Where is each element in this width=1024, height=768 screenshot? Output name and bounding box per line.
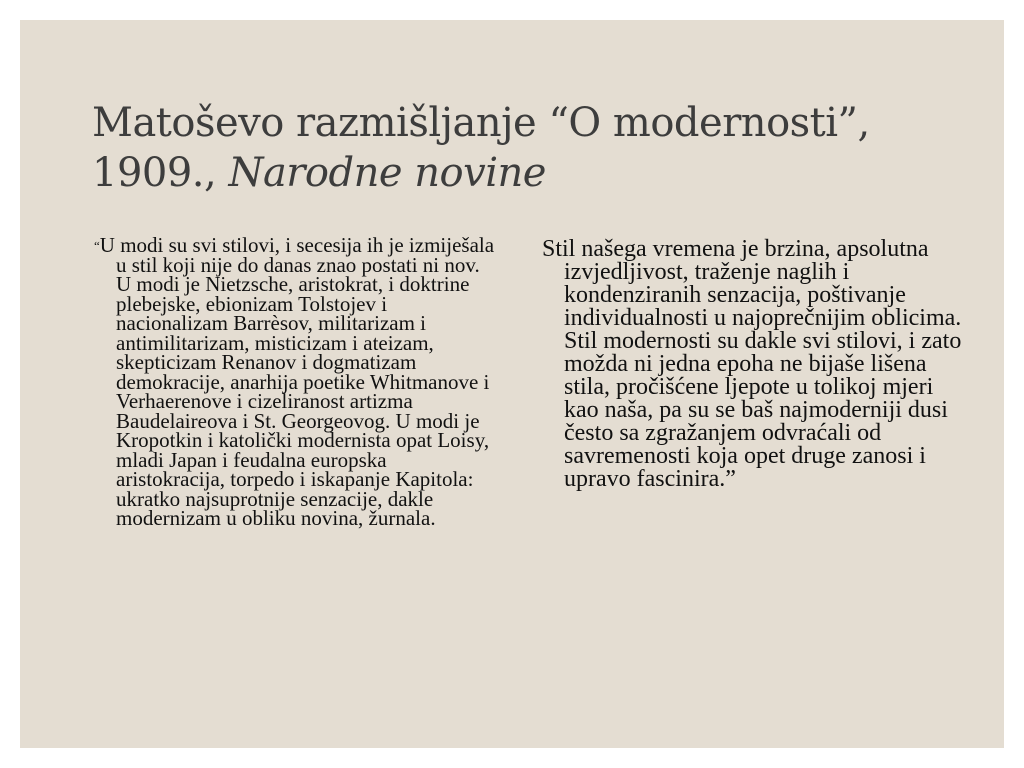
slide-title-italic: Narodne novine xyxy=(228,150,546,196)
slide xyxy=(20,20,1004,748)
slide-title xyxy=(92,98,972,198)
right-quote-paragraph xyxy=(542,236,964,492)
left-quote-paragraph xyxy=(94,233,496,530)
right-quote-text: Stil našega vremena je brzina, apsolutna izvjedljivost, traženje naglih i kondenziranih senzacija, poštivanje individualnosti u najoprečnijim oblicima. Stil modernosti su dakle svi stilovi, i zato možda ni jedna epoha ne bijaše lišena stila, pročišćene ljepote u tolikoj mjeri kao naša, pa su se baš najmoderniji dusi često sa zgražanjem odvraćali od savremenosti koja opet druge zanosi i upravo fascinira.” xyxy=(542,236,962,492)
slide-title-main: Matoševo razmišljanje “O modernosti”, 1909., xyxy=(92,100,870,196)
opening-quote-mark: “ xyxy=(94,238,100,253)
left-quote-text: U modi su svi stilovi, i secesija ih je izmiješala u stil koji nije do danas znao postati ni nov. U modi je Nietzsche, aristokrat, i doktrine plebejske, ebionizam Tolstojev i nacionalizam Barrèsov, militarizam i antimilitarizam, misticizam i ateizam, skepticizam Renanov i dogmatizam demokracije, anarhija poetike Whitmanove i Verhaerenove i cizeliranost artizma Baudelaireova i St. Georgeovog. U modi je Kropotkin i katolički modernista opat Loisy, mladi Japan i feudalna europska aristokracija, torpedo i iskapanje Kapitola: ukratko najsuprotnije senzacije, dakle modernizam u obliku novina, žurnala. xyxy=(99,233,495,530)
